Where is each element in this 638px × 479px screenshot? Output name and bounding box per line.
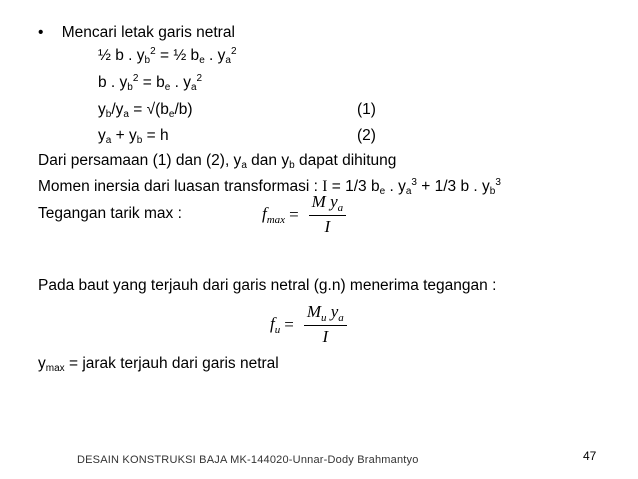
eq2-sub: b <box>127 82 133 93</box>
page-number: 47 <box>583 449 597 463</box>
line5-sub: b <box>289 160 295 171</box>
fraction-numerator: $M_u$ $y_a$ <box>304 302 347 326</box>
eq1-sub: b <box>144 55 151 66</box>
text-line-tension: Tegangan tarik max : <box>38 205 182 222</box>
eq3-sub: a <box>123 109 129 120</box>
equation-number-2: (2) <box>357 127 376 144</box>
formula-fmax <box>262 192 346 237</box>
formula-lhs: $f_u$ <box>270 313 281 336</box>
footer-text: DESAIN KONSTRUKSI BAJA MK-144020-Unnar-Dody Brahmantyo <box>77 454 419 466</box>
line6-part: + 1/3 b . y <box>416 178 490 195</box>
text-line-solve <box>38 152 396 170</box>
line9-sub: max <box>45 363 65 374</box>
bullet-symbol: • <box>38 24 44 41</box>
bullet-text: Mencari letak garis netral <box>61 24 235 41</box>
line6-sub: a <box>405 186 412 197</box>
eq3-sub: e <box>168 109 175 120</box>
line9-part: = jarak terjauh dari garis netral <box>64 355 279 372</box>
eq2-sub: a <box>190 82 197 93</box>
equation-4 <box>98 127 169 145</box>
line9-part: y <box>38 355 46 372</box>
line6-sup: 3 <box>411 177 417 188</box>
text-line-ymax <box>38 355 279 373</box>
equation-3 <box>98 101 193 119</box>
eq3-part: = √(b <box>128 101 169 118</box>
equation-1 <box>98 47 237 65</box>
line6-sub: e <box>379 186 386 197</box>
eq1-part: ½ b . y <box>98 47 145 64</box>
line5-part: dan y <box>246 152 290 169</box>
text-line-bolt: Pada baut yang terjauh dari garis netral (g.n) menerima tegangan : <box>38 277 497 294</box>
formula-equals: = <box>284 314 294 334</box>
eq2-part: b . y <box>98 74 128 91</box>
eq3-part: /b) <box>174 101 193 118</box>
eq3-part: /y <box>111 101 124 118</box>
eq2-part: = b <box>138 74 165 91</box>
eq1-sub: e <box>199 55 205 66</box>
line6-sup: 3 <box>495 177 501 188</box>
formula-fu <box>270 302 347 347</box>
eq3-part: y <box>98 101 106 118</box>
eq4-sub: b <box>136 135 143 146</box>
eq1-part: = ½ b <box>155 47 200 64</box>
eq4-part: + y <box>111 127 137 144</box>
fraction-denominator: I <box>324 217 331 236</box>
formula-equals: = <box>289 204 299 224</box>
line6-part: . y <box>385 178 406 195</box>
eq2-sub: e <box>164 82 171 93</box>
eq1-part: . y <box>204 47 226 64</box>
line5-part: Dari persamaan (1) dan (2), y <box>38 152 242 169</box>
line5-part: dapat dihitung <box>294 152 397 169</box>
eq2-sup: 2 <box>196 73 203 84</box>
eq3-sub: b <box>105 109 112 120</box>
eq4-sub: a <box>105 135 112 146</box>
formula-lhs: $f_{max}$ <box>262 203 286 226</box>
eq2-part: . y <box>170 74 191 91</box>
equation-2 <box>98 74 202 92</box>
equation-number-1: (1) <box>357 101 376 118</box>
eq4-part: y <box>98 127 106 144</box>
line6-sub: b <box>489 186 496 197</box>
inertia-symbol: I <box>322 178 328 195</box>
fraction-numerator: M $y_a$ <box>309 192 346 216</box>
line6-part: Momen inersia dari luasan transformasi : <box>38 178 323 195</box>
eq1-sup: 2 <box>150 46 156 57</box>
formula-fraction <box>309 192 346 237</box>
eq1-sub: a <box>225 55 231 66</box>
eq2-sup: 2 <box>132 73 139 84</box>
eq4-part: = h <box>142 127 169 144</box>
fraction-denominator: I <box>322 327 329 346</box>
eq1-sup: 2 <box>230 46 237 57</box>
bullet-line <box>38 24 235 42</box>
line5-sub: a <box>241 160 247 171</box>
line6-part: = 1/3 b <box>327 178 380 195</box>
formula-fraction <box>304 302 347 347</box>
